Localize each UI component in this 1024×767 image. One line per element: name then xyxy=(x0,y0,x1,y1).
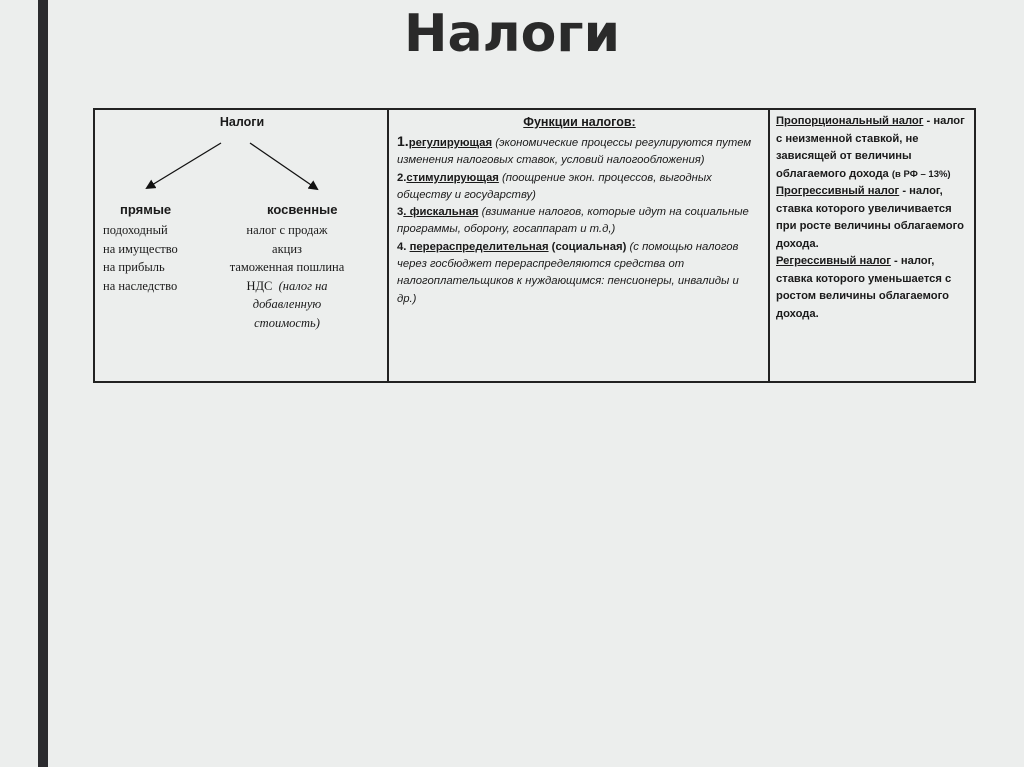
list-item: на прибыль xyxy=(103,260,165,274)
function-name: . фискальная xyxy=(403,206,479,219)
arrow-to-direct xyxy=(147,143,221,188)
function-name: регулирующая xyxy=(408,137,493,149)
list-item: налог с продаж xyxy=(246,223,328,237)
direct-taxes-label: прямые xyxy=(120,202,172,217)
tax-functions-heading: Функции налогов: xyxy=(523,115,636,129)
tax-types-heading: Налоги xyxy=(219,115,265,129)
indirect-taxes-list xyxy=(217,221,357,332)
definition-term: Пропорциональный налог xyxy=(776,115,924,127)
function-name: стимулирующая xyxy=(406,171,499,184)
slide-title: Налоги xyxy=(403,4,621,64)
list-item xyxy=(217,277,357,296)
definition-item: Прогрессивный налог - налог, ставка которого увеличивается при росте величины облагаемого дохода. xyxy=(776,185,964,250)
tax-rate-types-list xyxy=(776,113,970,323)
tax-functions-column xyxy=(389,110,770,381)
function-item: 1.регулирующая (экономические процессы регулируются путем изменения налоговых ставок, условий налогообложения) xyxy=(397,133,752,167)
function-item: 2.стимулирующая (поощрение экон. процессов, выгодных обществу и государству) xyxy=(397,171,712,201)
vat-label: НДС xyxy=(246,278,273,293)
list-item: подоходный xyxy=(103,223,168,237)
definition-term: Регрессивный налог xyxy=(776,255,891,267)
definition-item: Пропорциональный налог - налог с неизменной ставкой, не зависящей от величины облагаемого дохода (в РФ – 13%) xyxy=(776,115,965,180)
left-accent-bar xyxy=(38,0,48,767)
branch-arrows xyxy=(95,110,389,210)
list-item: акциз xyxy=(272,241,302,256)
taxes-table xyxy=(93,108,976,383)
list-item: таможенная пошлина xyxy=(229,260,345,274)
vat-note-1: (налог на xyxy=(278,278,328,293)
definition-item: Регрессивный налог - налог, ставка которого уменьшается с ростом величины облагаемого дохода. xyxy=(776,255,952,320)
function-name: перераспределительная xyxy=(409,240,549,253)
definition-term: Прогрессивный налог xyxy=(776,185,900,197)
vat-note-3: стоимость) xyxy=(254,315,320,330)
tax-rate-types-column xyxy=(770,110,974,381)
tax-functions-list xyxy=(397,133,760,308)
function-item: 4. перераспределительная (социальная) (с помощью налогов через госбюджет перераспределяются средства от налогоплательщиков к нуждающимся: пенсионеры, инвалиды и др.) xyxy=(397,240,739,305)
function-item: 3. фискальная (взимание налогов, которые идут на социальные программы, оборону, госаппарат и т.д,) xyxy=(397,206,749,236)
list-item: на имущество xyxy=(103,241,178,256)
arrow-to-indirect xyxy=(250,143,317,189)
direct-taxes-list xyxy=(103,221,178,295)
indirect-taxes-label: косвенные xyxy=(267,202,338,217)
vat-note-2: добавленную xyxy=(252,297,322,311)
list-item: на наследство xyxy=(103,278,178,293)
tax-types-column xyxy=(95,110,389,381)
